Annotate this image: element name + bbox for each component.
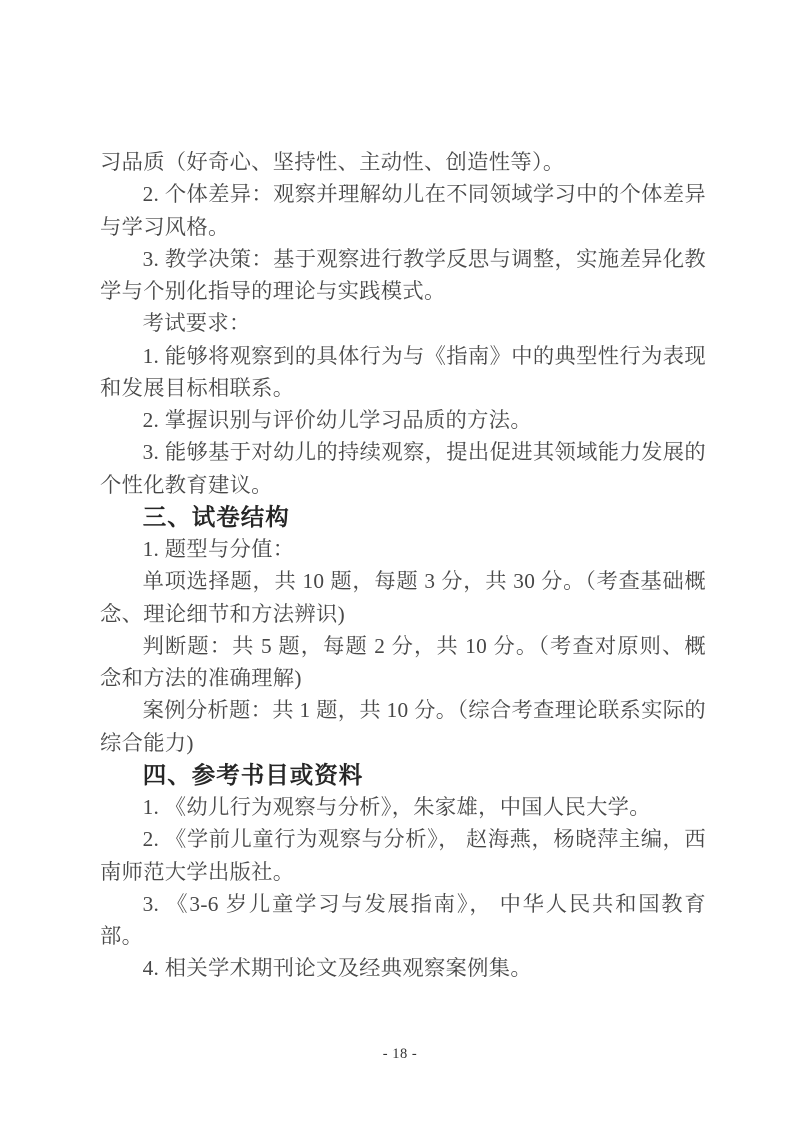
section-heading-paper-structure: 三、试卷结构 — [142, 503, 290, 530]
section-heading-references: 四、参考书目或资料 — [142, 761, 364, 788]
paragraph-reference-4: 4. 相关学术期刊论文及经典观察案例集。 — [142, 956, 532, 981]
paragraph-individual-differences: 2. 个体差异：观察并理解幼儿在不同领域学习中的个体差异与学习风格。 — [100, 182, 706, 239]
paragraph-reference-3: 3. 《3-6 岁儿童学习与发展指南》， 中华人民共和国教育部。 — [100, 891, 706, 948]
paragraph-requirement-3: 3. 能够基于对幼儿的持续观察，提出促进其领域能力发展的个性化教育建议。 — [100, 440, 706, 497]
paragraph-reference-2: 2. 《学前儿童行为观察与分析》， 赵海燕，杨晓萍主编，西南师范大学出版社。 — [100, 827, 706, 884]
paragraph-learning-qualities: 习品质（好奇心、坚持性、主动性、创造性等）。 — [100, 150, 565, 174]
paragraph-true-false: 判断题：共 5 题，每题 2 分，共 10 分。（考查对原则、概念和方法的准确理解) — [100, 633, 706, 690]
paragraph-requirement-1: 1. 能够将观察到的具体行为与《指南》中的典型性行为表现和发展目标相联系。 — [100, 343, 706, 400]
paragraph-question-types-label: 1. 题型与分值： — [142, 537, 295, 561]
paragraph-exam-requirements-label: 考试要求： — [142, 311, 251, 336]
paragraph-multiple-choice: 单项选择题，共 10 题，每题 3 分，共 30 分。（考查基础概念、理论细节和方法辨识) — [100, 569, 706, 626]
page-number: - 18 - — [382, 1046, 418, 1062]
paragraph-reference-1: 1. 《幼儿行为观察与分析》，朱家雄，中国人民大学。 — [142, 795, 651, 819]
paragraph-teaching-decisions: 3. 教学决策：基于观察进行教学反思与调整，实施差异化教学与个别化指导的理论与实践模式。 — [100, 246, 706, 303]
paragraph-requirement-2: 2. 掌握识别与评价幼儿学习品质的方法。 — [142, 408, 532, 432]
document-body — [100, 146, 706, 985]
paragraph-case-analysis: 案例分析题：共 1 题，共 10 分。（综合考查理论联系实际的综合能力) — [100, 698, 706, 755]
